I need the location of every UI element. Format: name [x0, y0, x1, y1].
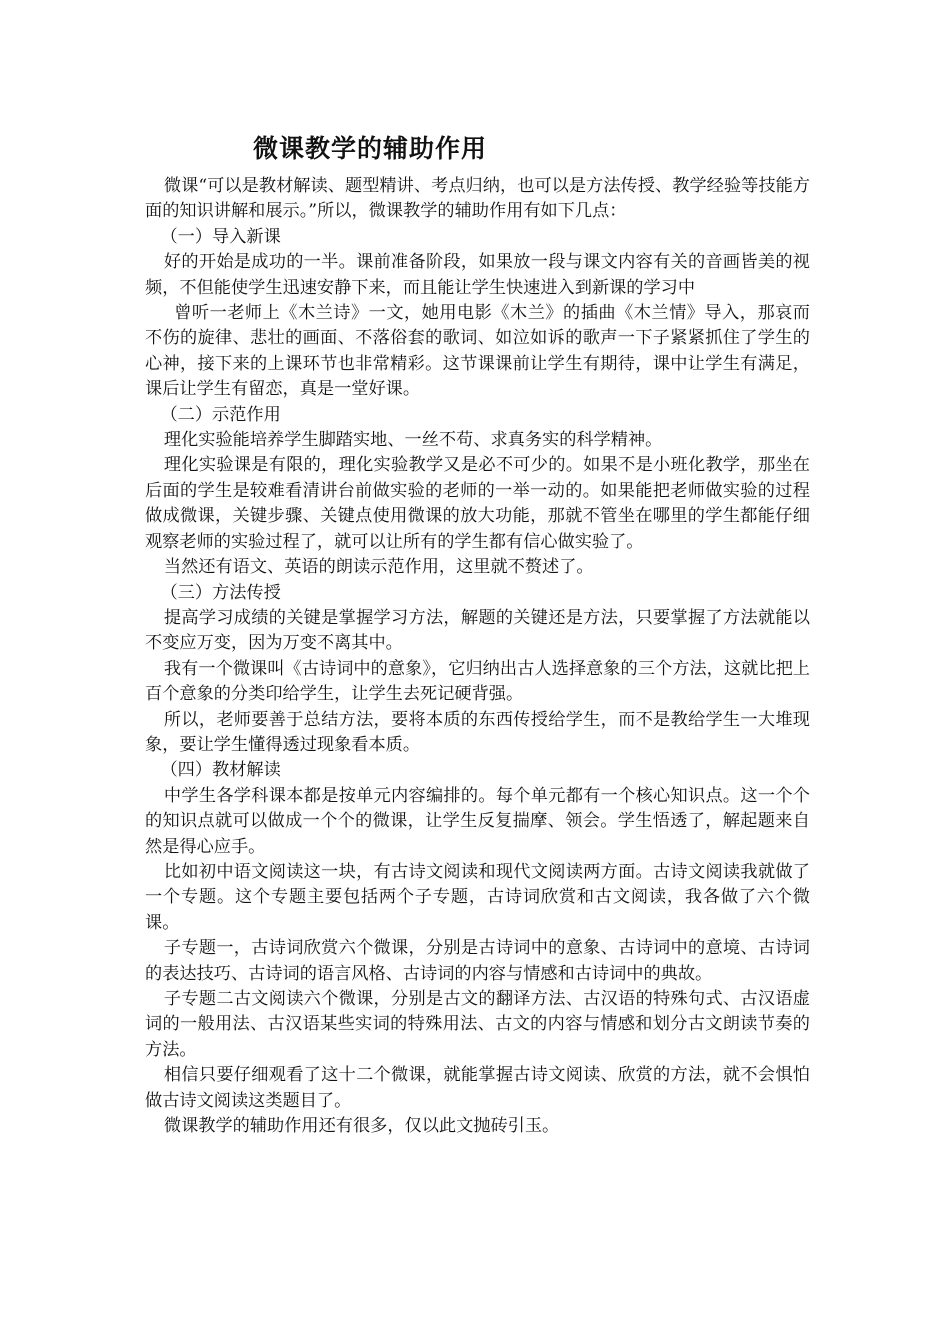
section-heading-4: （四）教材解读	[160, 760, 281, 781]
paragraph: 理化实验课是有限的，理化实验教学又是必不可少的。如果不是小班化教学，那坐在后面的学生是较难看清讲台前做实验的老师的一举一动的。如果能把老师做实验的过程做成微课，关键步骤、关键点使用微课的放大功能，那就不管坐在哪里的学生都能仔细观察老师的实验过程了，就可以让所有的学生都有信心做实验了。	[145, 455, 810, 552]
paragraph-closing: 微课教学的辅助作用还有很多，仅以此文抛砖引玉。	[163, 1116, 560, 1137]
paragraph-intro: 微课“可以是教材解读、题型精讲、考点归纳，也可以是方法传授、教学经验等技能方面的知识讲解和展示。”所以，微课教学的辅助作用有如下几点：	[145, 176, 810, 222]
document-body	[145, 174, 810, 1139]
paragraph: 提高学习成绩的关键是掌握学习方法，解题的关键还是方法，只要掌握了方法就能以不变应万变，因为万变不离其中。	[145, 607, 810, 654]
paragraph: 我有一个微课叫《古诗词中的意象》，它归纳出古人选择意象的三个方法，这就比把上百个意象的分类印给学生，让学生去死记硬背强。	[145, 658, 810, 705]
paragraph: 子专题二古文阅读六个微课，分别是古文的翻译方法、古汉语的特殊句式、古汉语虚词的一般用法、古汉语某些实词的特殊用法、古文的内容与情感和划分古文朗读节奏的方法。	[145, 989, 810, 1060]
paragraph: 曾听一老师上《木兰诗》一文，她用电影《木兰》的插曲《木兰情》导入，那哀而不伤的旋律、悲壮的画面、不落俗套的歌词、如泣如诉的歌声一下子紧紧抓住了学生的心神，接下来的上课环节也非常精彩。这节课课前让学生有期待，课中让学生有满足，课后让学生有留恋，真是一堂好课。	[145, 303, 810, 400]
section-heading-2: （二）示范作用	[160, 404, 281, 425]
section-heading-1: （一）导入新课	[160, 226, 281, 247]
paragraph: 子专题一，古诗词欣赏六个微课，分别是古诗词中的意象、古诗词中的意境、古诗词的表达技巧、古诗词的语言风格、古诗词的内容与情感和古诗词中的典故。	[145, 938, 810, 984]
paragraph: 所以，老师要善于总结方法，要将本质的东西传授给学生，而不是教给学生一大堆现象，要让学生懂得透过现象看本质。	[145, 709, 810, 755]
paragraph: 比如初中语文阅读这一块，有古诗文阅读和现代文阅读两方面。古诗文阅读我就做了一个专题。这个专题主要包括两个子专题，古诗词欣赏和古文阅读，我各做了六个微课。	[145, 861, 810, 933]
paragraph: 好的开始是成功的一半。课前准备阶段，如果放一段与课文内容有关的音画皆美的视频，不但能使学生迅速安静下来，而且能让学生快速进入到新课的学习中	[145, 252, 810, 298]
paragraph: 当然还有语文、英语的朗读示范作用，这里就不赘述了。	[163, 557, 594, 578]
document-title: 微课教学的辅助作用	[253, 134, 488, 163]
paragraph: 理化实验能培养学生脚踏实地、一丝不苟、求真务实的科学精神。	[163, 430, 663, 451]
paragraph: 中学生各学科课本都是按单元内容编排的。每个单元都有一个核心知识点。这一个个的知识点就可以做成一个个的微课，让学生反复揣摩、领会。学生悟透了，解起题来自然是得心应手。	[145, 785, 810, 857]
section-heading-3: （三）方法传授	[160, 582, 281, 603]
paragraph: 相信只要仔细观看了这十二个微课，就能掌握古诗文阅读、欣赏的方法，就不会惧怕做古诗文阅读这类题目了。	[145, 1065, 810, 1111]
